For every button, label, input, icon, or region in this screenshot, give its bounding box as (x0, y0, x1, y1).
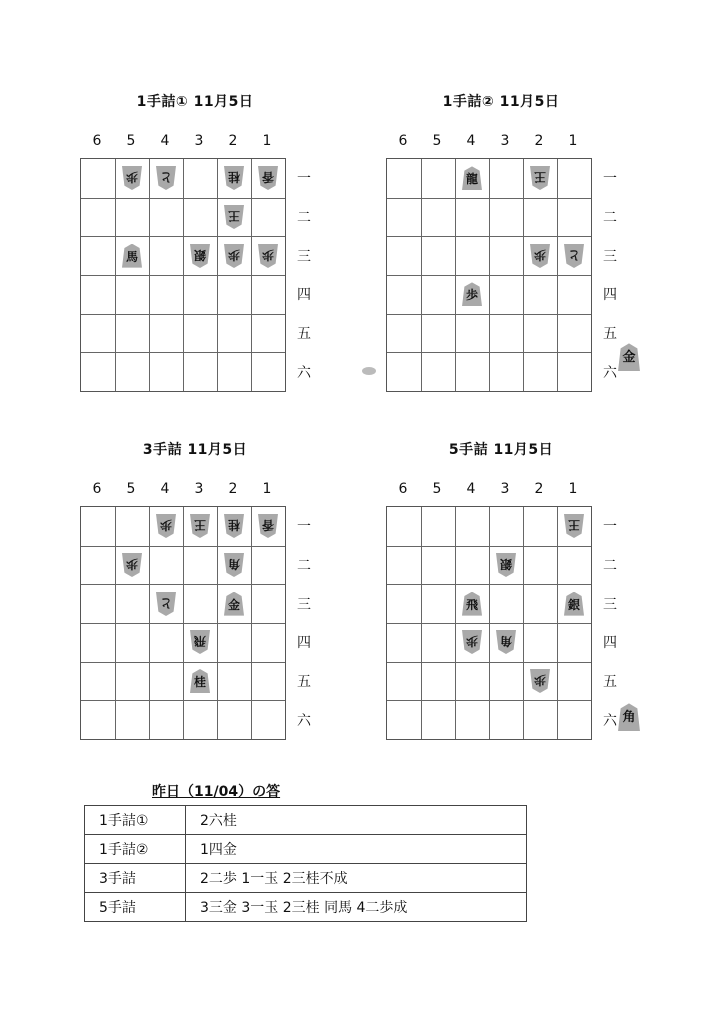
shogi-piece (190, 669, 210, 693)
column-number: 1 (262, 481, 272, 497)
row-number: 四 (297, 287, 311, 304)
shogi-piece (462, 630, 482, 654)
piece-label: 王 (568, 518, 581, 533)
piece-label: 歩 (534, 247, 547, 262)
answer-solution: 2二歩 1一玉 2三桂不成 (186, 864, 527, 893)
row-number: 二 (603, 210, 617, 226)
shogi-board (80, 158, 286, 392)
piece-in-hand (618, 703, 640, 731)
grid-line (489, 159, 490, 391)
answer-row (85, 893, 527, 922)
grid-line (217, 507, 218, 739)
grid-line (523, 159, 524, 391)
grid-line (421, 159, 422, 391)
piece-label: 歩 (262, 247, 275, 262)
piece-label: 馬 (125, 249, 138, 264)
shogi-piece (224, 553, 244, 577)
piece-label: 桂 (228, 518, 241, 533)
row-number: 二 (603, 558, 617, 574)
shogi-piece (258, 166, 278, 190)
row-number: 一 (603, 171, 617, 188)
shogi-piece (122, 553, 142, 577)
grid-line (251, 507, 252, 739)
piece-label: 桂 (228, 170, 241, 185)
answer-row (85, 864, 527, 893)
piece-label: と (160, 170, 173, 185)
answer-row (85, 835, 527, 864)
piece-label: 香 (262, 170, 275, 185)
row-number: 六 (297, 712, 311, 729)
grid-line (217, 159, 218, 391)
shogi-piece (564, 244, 584, 268)
piece-label: と (160, 595, 173, 610)
row-number: 一 (297, 519, 311, 536)
answer-question: 5手詰 (85, 893, 186, 922)
row-number: 三 (297, 248, 311, 265)
piece-label: 王 (194, 518, 207, 533)
grid-line (421, 507, 422, 739)
shogi-piece (156, 592, 176, 616)
piece-label: 角 (228, 557, 241, 571)
answers-table (84, 805, 527, 922)
shogi-piece (224, 592, 244, 616)
row-number: 二 (297, 558, 311, 574)
shogi-piece (530, 166, 550, 190)
column-number: 5 (126, 133, 136, 149)
grid-line (251, 159, 252, 391)
shogi-board (386, 158, 592, 392)
column-number: 5 (432, 133, 442, 149)
piece-label: 香 (262, 518, 275, 533)
grid-line (183, 159, 184, 391)
column-number: 1 (262, 133, 272, 149)
piece-label: 歩 (465, 288, 478, 303)
shogi-piece (190, 244, 210, 268)
piece-label: 角 (500, 634, 513, 649)
piece-label: と (568, 247, 581, 262)
column-number: 3 (194, 133, 204, 149)
row-number: 五 (603, 674, 617, 690)
shogi-piece (224, 205, 244, 229)
column-number: 2 (534, 481, 544, 497)
shogi-piece (122, 244, 142, 268)
column-number: 6 (92, 481, 102, 497)
piece-label: 桂 (193, 675, 206, 689)
shogi-piece (496, 630, 516, 654)
answers-title: 昨日（11/04）の答 (152, 784, 281, 800)
shogi-piece (122, 166, 142, 190)
column-number: 6 (398, 133, 408, 149)
puzzle-1te-1 (80, 91, 380, 431)
piece-label: 歩 (466, 634, 479, 649)
column-number: 4 (160, 481, 170, 497)
shogi-piece (190, 630, 210, 654)
piece-label: 王 (228, 209, 241, 223)
column-number: 5 (126, 481, 136, 497)
piece-label: 金 (227, 597, 240, 612)
piece-label: 龍 (465, 172, 478, 187)
shogi-piece (496, 553, 516, 577)
column-number: 5 (432, 481, 442, 497)
row-number: 三 (603, 248, 617, 265)
shogi-piece (530, 244, 550, 268)
piece-label: 角 (622, 710, 636, 726)
piece-label: 歩 (228, 247, 241, 262)
answer-question: 3手詰 (85, 864, 186, 893)
column-number: 3 (500, 481, 510, 497)
shogi-piece (224, 514, 244, 538)
row-number: 三 (297, 596, 311, 613)
piece-label: 飛 (465, 597, 478, 612)
column-number: 6 (92, 133, 102, 149)
grid-line (149, 159, 150, 391)
row-number: 五 (297, 674, 311, 690)
puzzle-title: 3手詰 11月5日 (142, 442, 248, 458)
piece-label: 王 (534, 170, 547, 185)
shogi-piece (564, 592, 584, 616)
row-number: 一 (603, 519, 617, 536)
shogi-piece (156, 166, 176, 190)
grid-line (455, 159, 456, 391)
puzzle-title: 1手詰① 11月5日 (136, 94, 254, 110)
shogi-piece (530, 669, 550, 693)
answer-solution: 3三金 3一玉 2三桂 同馬 4二歩成 (186, 893, 527, 922)
piece-label: 飛 (194, 634, 207, 649)
column-number: 6 (398, 481, 408, 497)
grid-line (183, 507, 184, 739)
piece-label: 歩 (160, 518, 173, 533)
answer-question: 1手詰① (85, 806, 186, 835)
grid-line (489, 507, 490, 739)
piece-label: 歩 (126, 170, 139, 185)
puzzle-title: 5手詰 11月5日 (448, 442, 554, 458)
stray-mark (362, 367, 376, 375)
grid-line (115, 507, 116, 739)
grid-line (557, 507, 558, 739)
grid-line (455, 507, 456, 739)
row-number: 四 (603, 287, 617, 304)
piece-label: 歩 (126, 557, 139, 571)
shogi-board (80, 506, 286, 740)
row-number: 六 (603, 712, 617, 729)
row-number: 四 (603, 635, 617, 652)
shogi-piece (564, 514, 584, 538)
shogi-piece (190, 514, 210, 538)
piece-label: 銀 (194, 247, 207, 262)
column-number: 3 (194, 481, 204, 497)
row-number: 六 (603, 364, 617, 381)
piece-label: 銀 (567, 597, 580, 612)
column-number: 4 (466, 481, 476, 497)
piece-label: 金 (622, 350, 636, 366)
row-number: 一 (297, 171, 311, 188)
shogi-piece (258, 514, 278, 538)
column-number: 2 (534, 133, 544, 149)
piece-label: 銀 (500, 557, 513, 571)
shogi-piece (258, 244, 278, 268)
grid-line (115, 159, 116, 391)
puzzle-3te (80, 439, 380, 779)
shogi-board (386, 506, 592, 740)
grid-line (557, 159, 558, 391)
column-number: 4 (160, 133, 170, 149)
row-number: 三 (603, 596, 617, 613)
answer-question: 1手詰② (85, 835, 186, 864)
column-number: 3 (500, 133, 510, 149)
row-number: 五 (603, 326, 617, 342)
shogi-piece (224, 244, 244, 268)
answer-solution: 1四金 (186, 835, 527, 864)
row-number: 二 (297, 210, 311, 226)
row-number: 四 (297, 635, 311, 652)
shogi-piece (462, 166, 482, 190)
answer-solution: 2六桂 (186, 806, 527, 835)
puzzle-title: 1手詰② 11月5日 (442, 94, 560, 110)
puzzle-5te (386, 439, 686, 779)
column-number: 1 (568, 481, 578, 497)
shogi-piece (156, 514, 176, 538)
column-number: 2 (228, 133, 238, 149)
shogi-piece (462, 592, 482, 616)
row-number: 五 (297, 326, 311, 342)
column-number: 1 (568, 133, 578, 149)
grid-line (149, 507, 150, 739)
puzzle-1te-2 (386, 91, 686, 431)
shogi-piece (224, 166, 244, 190)
shogi-piece (462, 282, 482, 306)
column-number: 4 (466, 133, 476, 149)
answer-row (85, 806, 527, 835)
piece-in-hand (618, 343, 640, 371)
column-number: 2 (228, 481, 238, 497)
row-number: 六 (297, 364, 311, 381)
grid-line (523, 507, 524, 739)
piece-label: 歩 (534, 673, 547, 687)
